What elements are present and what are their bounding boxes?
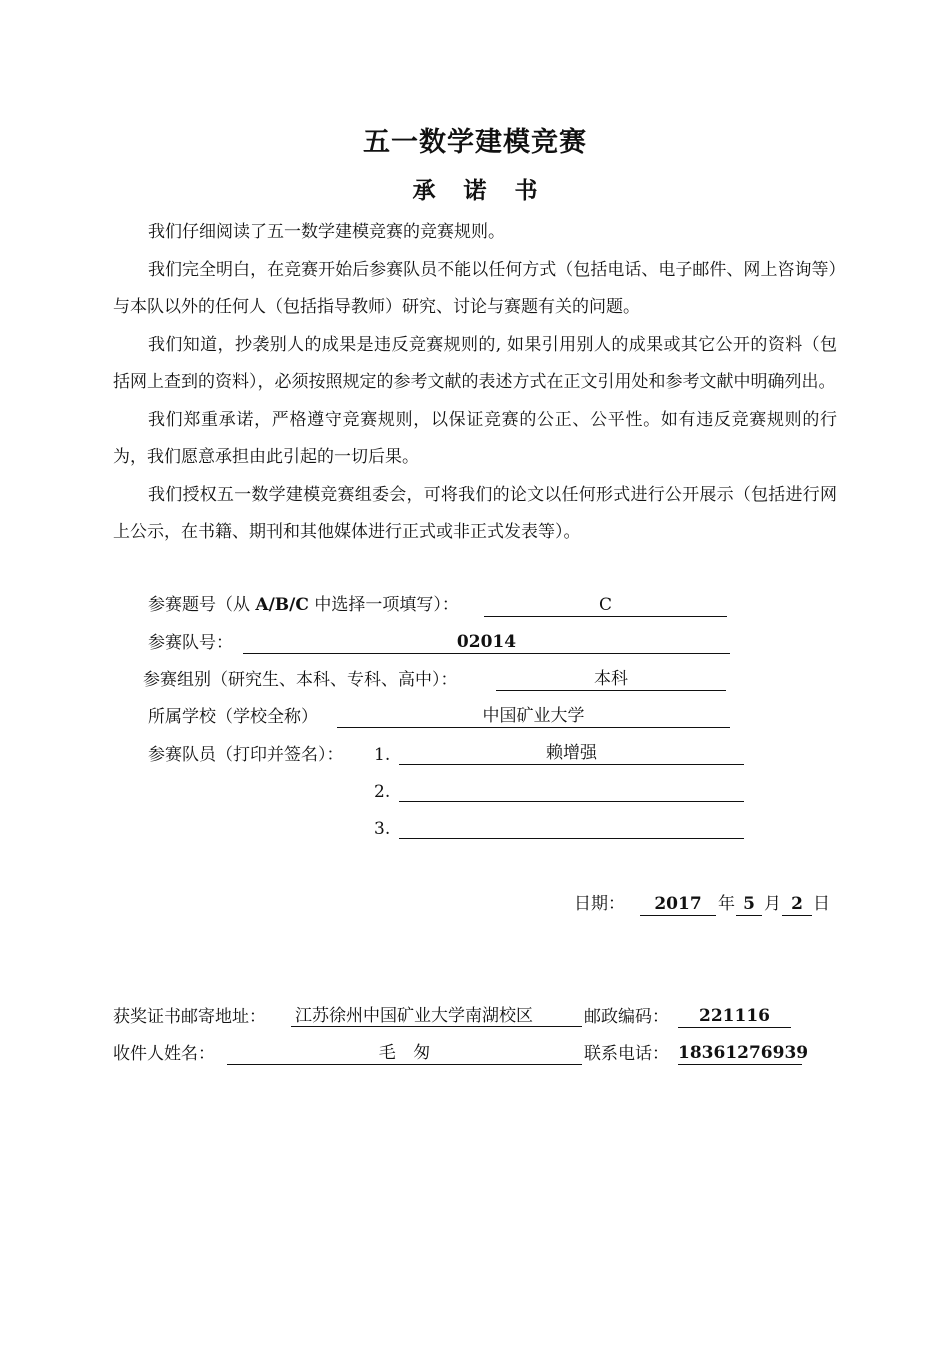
address-label: 获奖证书邮寄地址： — [113, 1007, 266, 1027]
members-label: 参赛队员（打印并签名）： — [148, 745, 344, 765]
team-label: 参赛队号： — [148, 633, 233, 653]
group-label: 参赛组别（研究生、本科、专科、高中）： — [143, 670, 458, 690]
address-value[interactable]: 江苏徐州中国矿业大学南湖校区 — [291, 1001, 582, 1027]
paragraph-3: 我们知道，抄袭别人的成果是违反竞赛规则的, 如果引用别人的成果或其它公开的资料（包括网上查到的资料），必须按照规定的参考文献的表述方式在正文引用处和参考文献中明确列出。 — [113, 334, 837, 392]
postcode-value[interactable]: 221116 — [678, 1001, 791, 1028]
member-3-name[interactable] — [399, 812, 744, 839]
paragraph-2: 我们完全明白，在竞赛开始后参赛队员不能以任何方式（包括电话、电子邮件、网上咨询等）与本队以外的任何人（包括指导教师）研究、讨论与赛题有关的问题。 — [113, 259, 837, 317]
problem-value[interactable]: C — [484, 590, 727, 617]
date-label: 日期： — [574, 894, 625, 914]
member-3-number: 3. — [374, 819, 391, 839]
date-year[interactable]: 2017 — [640, 889, 716, 916]
date-day-unit: 日 — [813, 894, 830, 914]
paragraph-4: 我们郑重承诺，严格遵守竞赛规则，以保证竞赛的公正、公平性。如有违反竞赛规则的行为，我们愿意承担由此引起的一切后果。 — [113, 409, 837, 467]
paragraph-1: 我们仔细阅读了五一数学建模竞赛的竞赛规则。 — [148, 222, 505, 242]
page-subtitle: 承诺书 — [412, 177, 566, 204]
member-2-number: 2. — [374, 782, 391, 802]
phone-label: 联系电话： — [584, 1044, 669, 1064]
recipient-value[interactable]: 毛 匆 — [227, 1038, 582, 1065]
member-2-name[interactable] — [399, 775, 744, 802]
school-value[interactable]: 中国矿业大学 — [337, 701, 730, 728]
problem-label — [148, 591, 459, 619]
problem-label-pre: 参赛题号（从 — [148, 595, 256, 615]
date-year-unit: 年 — [718, 894, 735, 914]
member-1-number: 1. — [374, 745, 391, 765]
member-1-name[interactable]: 赖增强 — [399, 738, 744, 765]
phone-value[interactable]: 18361276939 — [678, 1038, 802, 1065]
date-month-unit: 月 — [764, 894, 781, 914]
page-title: 五一数学建模竞赛 — [363, 127, 587, 158]
problem-label-post: 中选择一项填写）： — [308, 595, 459, 615]
paragraph-5: 我们授权五一数学建模竞赛组委会，可将我们的论文以任何形式进行公开展示（包括进行网上公示，在书籍、期刊和其他媒体进行正式或非正式发表等）。 — [113, 484, 837, 542]
date-month[interactable]: 5 — [736, 889, 762, 916]
team-value[interactable]: 02014 — [243, 627, 730, 654]
group-value[interactable]: 本科 — [496, 664, 726, 691]
commitment-body — [113, 214, 837, 552]
postcode-label: 邮政编码： — [584, 1007, 669, 1027]
recipient-label: 收件人姓名： — [113, 1044, 215, 1064]
date-day[interactable]: 2 — [782, 889, 812, 916]
problem-label-bold: A/B/C — [255, 595, 309, 615]
school-label: 所属学校（学校全称） — [148, 707, 318, 727]
